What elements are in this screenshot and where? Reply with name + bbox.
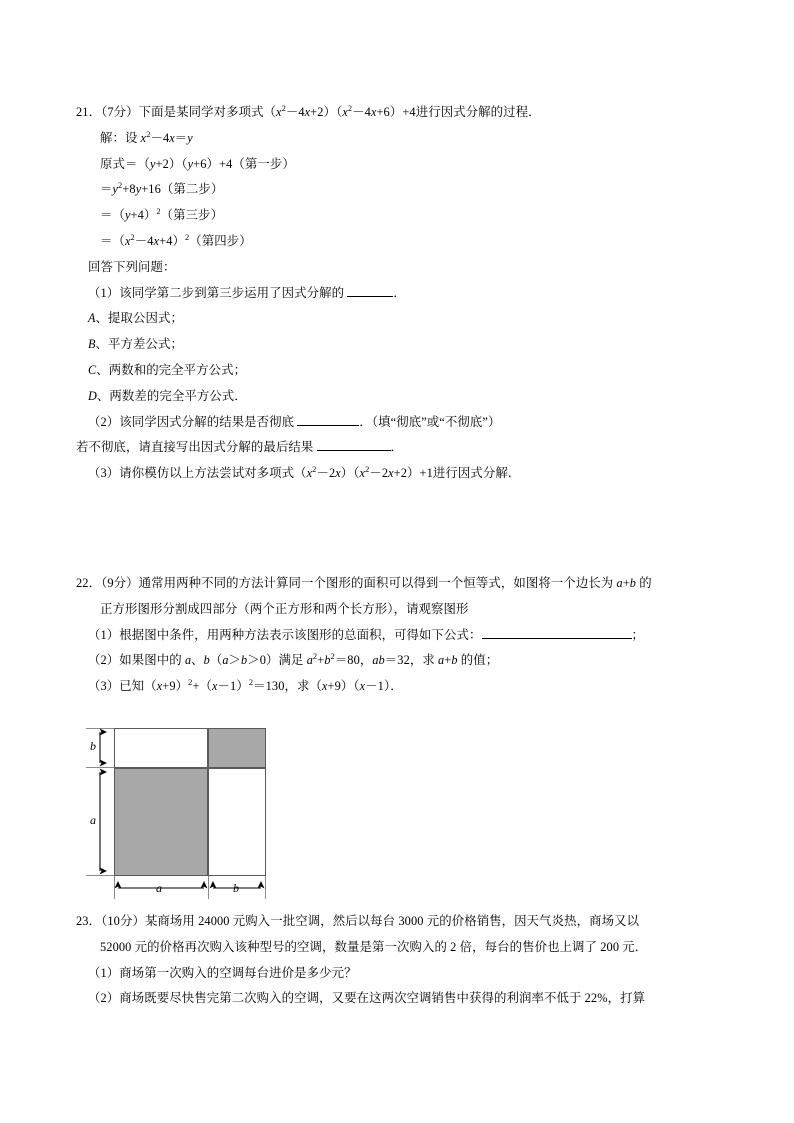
q22-stem1b: 的 (636, 576, 652, 590)
q22-sub3-var-x3: x (321, 679, 328, 694)
q22-sub2-sup1: 2 (312, 652, 318, 662)
q21-solution-line-4 (76, 203, 782, 229)
q21-sub2c-after: ． (390, 440, 404, 455)
q21-answer-prompt: 回答下列问题： (88, 259, 176, 274)
q21-var-x2: x (304, 105, 311, 119)
q21-solution-line-3 (76, 177, 782, 203)
q22-sub2-c: （ (209, 653, 223, 668)
q21-sol5-var1: x (124, 233, 131, 248)
q21-solution-line-1 (76, 126, 782, 152)
q21-sol2-var1: y (149, 156, 156, 171)
q22-sub2-f: + (317, 653, 325, 668)
q22-sub3-sup1: 2 (188, 678, 193, 688)
q22-sub3-e: ＝130，求（ (253, 679, 322, 694)
q21-sub-question-2-cont (76, 435, 782, 461)
q21-solution-line-5 (76, 229, 782, 255)
q21-sup-2: 2 (347, 103, 353, 113)
q21-sub3-var3: x (359, 466, 366, 481)
q21-sol2-var2: y (187, 156, 194, 171)
q23-stem-line-1: 23．（10分）某商场用 24000 元购入一批空调，然后以每台 3000 元的价格销售，因天气炎热，商场又以 (76, 914, 640, 928)
q22-sub2-b: 、 (191, 653, 204, 668)
q22-sub2-i: + (444, 653, 452, 668)
q21-sub2-text: （2）该同学因式分解的结果是否彻底 (88, 414, 295, 429)
q21-sol5-t2: +4） (159, 233, 185, 248)
q21-sol1-var1: x (140, 130, 147, 145)
q22-sub1-blank[interactable] (482, 626, 632, 639)
q22-sub2-g: ＝80， (334, 653, 373, 668)
q21-sub-question-3 (76, 461, 782, 487)
q21-sub2-after: ．（填“彻底”或“不彻底”） (359, 414, 501, 429)
q22-stem-var-b: b (629, 576, 636, 590)
q23-sub-question-1: （1）商场第一次购入的空调每台进价是多少元？ (88, 965, 357, 980)
figure-label-b-bottom: b (233, 881, 239, 895)
question-23 (76, 909, 782, 1012)
q23-stem-line-2: 52000 元的价格再次购入该种型号的空调，数量是第一次购入的 2 倍，每台的售价也上调了 200 元． (100, 939, 648, 954)
q22-sub2-var-a1: a (184, 653, 192, 668)
q22-stem-var-a: a (616, 576, 623, 590)
q21-sol4-t1: +4） (130, 208, 157, 223)
q22-sub-question-3 (76, 674, 782, 700)
q22-sub1-text: （1）根据图中条件，用两种方法表示该图形的总面积，可得如下公式： (88, 627, 482, 642)
q22-sub3-b: +9） (162, 679, 189, 694)
q21-sol3-t1: +8 (122, 182, 136, 197)
q22-sub2-var-a4: a (438, 653, 445, 668)
q21-sub3-sup2: 2 (365, 465, 370, 475)
q21-option-a-letter: A (88, 311, 96, 326)
q22-sub2-d: ＞ (228, 653, 242, 668)
q21-option-b (76, 332, 782, 358)
q21-sol1-t1: －4 (150, 130, 170, 145)
q22-sub2-j: 的值； (457, 653, 499, 668)
q21-sub3-t1: －2 (316, 466, 336, 481)
q21-var-x4: x (370, 105, 377, 119)
q21-var-x1: x (276, 105, 282, 119)
q21-sub3-before: （3）请你模仿以上方法尝试对多项式（ (88, 466, 307, 481)
q22-sub2-a: （2）如果图中的 (88, 653, 185, 668)
q22-sub3-var-x1: x (156, 679, 163, 694)
q22-sub3-var-x2: x (212, 679, 218, 694)
q21-option-c-letter: C (88, 362, 97, 377)
q21-sol1-sup: 2 (146, 129, 151, 139)
question-22 (76, 571, 782, 700)
q21-sup-1: 2 (281, 103, 286, 113)
q21-sub-question-2 (76, 410, 782, 436)
q21-sol5-sup1: 2 (130, 232, 135, 242)
q21-sol1-t2: ＝ (174, 130, 188, 145)
q22-sub3-f: +9）（ (327, 679, 360, 694)
q21-sub2-blank[interactable] (297, 413, 359, 426)
q22-sub2-var-a3: a (306, 653, 313, 668)
q21-sol3-sup: 2 (118, 181, 123, 191)
q21-sub1-period: ． (393, 285, 406, 300)
q21-option-a-text: 、提取公因式； (95, 311, 183, 326)
q21-sol4-sup: 2 (156, 207, 161, 217)
q22-sub2-sup2: 2 (330, 652, 335, 662)
q22-sub-question-2 (76, 648, 782, 674)
q21-var-x3: x (342, 105, 348, 119)
q21-sol2-t0: 原式＝（ (100, 156, 150, 171)
q21-option-d-letter: D (88, 388, 97, 403)
q21-stem (76, 100, 782, 126)
q21-sol4-t0: ＝（ (100, 208, 125, 223)
q21-sub-question-1 (76, 281, 782, 307)
square-partition-figure (86, 722, 276, 904)
q22-sub3-g: －1）． (365, 679, 403, 694)
q21-option-b-letter: B (88, 337, 96, 352)
q21-sub2c-blank[interactable] (317, 438, 391, 451)
q21-sub1-text: （1）该同学第二步到第三步运用了因式分解的 (88, 285, 345, 300)
q21-sol5-t1: －4 (134, 233, 154, 248)
figure-label-a-bottom: a (156, 881, 162, 895)
q21-option-a (76, 306, 782, 332)
q21-sol2-t2: +6）+4（第一步） (193, 156, 295, 171)
q23-sub-question-2: （2）商场既要尽快售完第二次购入的空调，又要在这两次空调销售中获得的利润率不低于 22%，打算 (88, 991, 646, 1006)
q22-sub3-d: －1） (217, 679, 249, 694)
q21-mid-2: +2）（ (310, 105, 343, 119)
q21-option-c (76, 358, 782, 384)
q22-sub2-var-ab: ab (372, 653, 385, 668)
q21-sol3-t2: +16（第二步） (141, 182, 224, 197)
q21-sol1-var3: y (187, 130, 193, 145)
figure-label-b-left: b (90, 739, 96, 753)
q21-sol3-var1: y (112, 182, 119, 197)
q21-sol4-var1: y (124, 208, 131, 223)
q21-sol4-t2: （第三步） (160, 208, 224, 223)
q22-sub3-a: （3）已知（ (88, 679, 157, 694)
q21-sol3-var2: y (135, 182, 142, 197)
q22-sub2-var-b4: b (451, 653, 458, 668)
q21-sub3-sup1: 2 (312, 465, 317, 475)
q21-sub1-blank[interactable] (347, 284, 393, 297)
q21-sub3-var1: x (306, 466, 313, 481)
q21-sol1-var2: x (169, 130, 175, 145)
q21-sol5-t3: （第四步） (189, 233, 252, 248)
q21-sol2-t1: +2）（ (155, 156, 188, 171)
q21-mid-3: －4 (352, 105, 371, 119)
q21-sol1-label: 解：设 (100, 130, 141, 145)
q21-sub3-t4: +2）+1进行因式分解． (393, 466, 521, 481)
q21-stem-suffix: +6）+4进行因式分解的过程． (376, 105, 541, 119)
q21-option-d-text: 、两数差的完全平方公式． (96, 388, 247, 403)
dimension-arrows (86, 722, 276, 904)
q22-sub3-c: +（ (192, 679, 213, 694)
q22-sub3-sup2: 2 (248, 678, 254, 688)
figure-label-a-left: a (90, 813, 96, 827)
q21-sol5-t0: ＝（ (100, 233, 125, 248)
q22-sub2-e: ＞0）满足 (247, 653, 307, 668)
q22-sub2-h: ＝32，求 (384, 653, 439, 668)
question-21 (76, 100, 782, 487)
q21-option-b-text: 、平方差公式； (95, 337, 183, 352)
q22-stem1a: 22．（9分）通常用两种不同的方法计算同一个图形的面积可以得到一个恒等式，如图将一个边长为 (76, 576, 617, 590)
q22-stem-line-1 (76, 571, 782, 597)
q21-mid-1: －4 (285, 105, 305, 119)
q22-stem-line-2: 正方形图形分割成四部分（两个正方形和两个长方形），请观察图形 (100, 601, 469, 616)
q21-sub3-t3: －2 (369, 466, 389, 481)
q22-sub-question-1 (76, 623, 782, 649)
q21-solution-line-2 (76, 152, 782, 178)
q21-sub3-var2: x (335, 466, 341, 481)
q22-sub2-var-b2: b (241, 653, 248, 668)
q21-option-d (76, 384, 782, 410)
q21-stem-prefix: 21．（7分）下面是某同学对多项式（ (76, 105, 277, 119)
q21-sol5-sup2: 2 (184, 232, 190, 242)
q21-sub3-t2: ）（ (340, 466, 360, 481)
q21-sub2c-text: 若不彻底，请直接写出因式分解的最后结果 (76, 440, 314, 455)
q21-sub3-var4: x (388, 466, 394, 481)
q21-sol3-t0: ＝ (100, 182, 113, 197)
q22-sub1-after: ； (631, 627, 645, 642)
q22-sub2-var-b3: b (324, 653, 331, 668)
q22-stem-plus: + (622, 576, 630, 590)
q21-option-c-text: 、两数和的完全平方公式； (96, 362, 247, 377)
q22-sub2-var-a2: a (222, 653, 229, 668)
q21-sol5-var2: x (153, 233, 160, 248)
q22-sub2-var-b1: b (203, 653, 210, 668)
q22-sub3-var-x4: x (359, 679, 366, 694)
